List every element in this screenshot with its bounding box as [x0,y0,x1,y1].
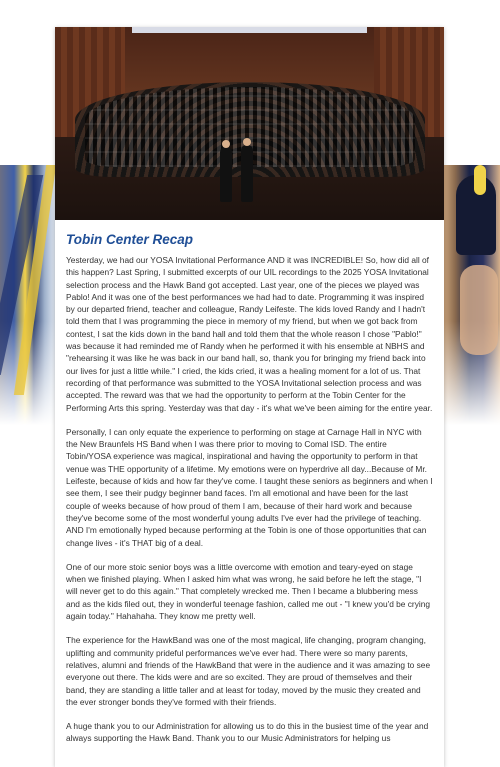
background-photo-left [0,165,56,425]
post-paragraph-4: The experience for the HawkBand was one of the most magical, life changing, program changing, uplifting and community prideful performances we've ever had. There were so many parents, relatives, alumni and friends of the HawkBand that were in the audience and it was amazing to see everyone out there. The kids were and are so excited. They are proud of themselves and their band, they are standing a little taller and at least for today, moved by the music they created and the ever stronger bonds they've formed with their friends. [66,635,431,707]
post-title: Tobin Center Recap [66,232,194,247]
post-paragraph-5: A huge thank you to our Administration for allowing us to do this in the busiest time of the year and always supporting the Hawk Band. Thank you to our Music Administrators for helping us [66,721,429,744]
post-paragraph-3: One of our more stoic senior boys was a little overcome with emotion and teary-eyed on stage when we finished playing. When I asked him what was wrong, he said before he left the stage, "I will never get to do this again." That completely wrecked me. Then I became a blubbering mess and as the kids filed out, they in wonderful teenage fashion, called me out - "I knew you'd be crying again today." Hahahaha. They know me pretty well. [66,561,431,622]
post-card [55,27,444,767]
background-photo-right [444,165,500,425]
band-performance-photo [55,27,444,220]
post-paragraph-2: Personally, I can only equate the experience to performing on stage at Carnage Hall in NYC with the New Braunfels HS Band when I was there prior to moving to Comal ISD. The entire Tobin/YOSA experience was magical, inspirational and having the opportunity to perform in that venue was THE opportunity of a lifetime. My emotions were on hyperdrive all day...Because of Mr. Leifeste, because of kids and how far they've come. I taught these seniors as beginners and when I see them, I see their pudgy beginner band faces. I'm all emotional and have been for the last couple of weeks because of how proud of them I am, because of their hard work and because they've become some of the most wonderful young adults I've ever had the privilege of teaching. AND I'm emotionally hyped because performing at the Tobin is one of those opportunities that can change lives - it's THAT big of a deal. [66,426,433,548]
post-content [55,232,444,745]
post-paragraph-1: Yesterday, we had our YOSA Invitational Performance AND it was INCREDIBLE! So, how did all of this happen? Last Spring, I submitted excerpts of our UIL recordings to the 2025 YOSA Invitational selection process and the Hawk Band got accepted. Last year, one of the pieces we played was Pablo! And it was one of the best performances we had had to date. Programming it was inspired by our departed friend, teacher and colleague, Randy Leifeste. The kids loved Randy and I hadn't told them that I was programming the piece in memory of my friend, but when we got back from contest, I sat the kids down in the band hall and told them that the whole reason I chose "Pablo!" was because it had reminded me of Randy when he performed it with his ensemble at NBHS and "rehearsing it was like he was back in our band hall, so, thank you for bringing my friend back into our lives for just a little while." I cried, the kids cried, it was a healing moment for a lot of us. That recording of that performance was submitted to the YOSA Invitational selection process and was accepted. The reward was that we had the opportunity to perform at the Tobin Center for the Performing Arts this spring. Yesterday was that day - it's what we've been aiming for the entire year. [66,255,433,413]
